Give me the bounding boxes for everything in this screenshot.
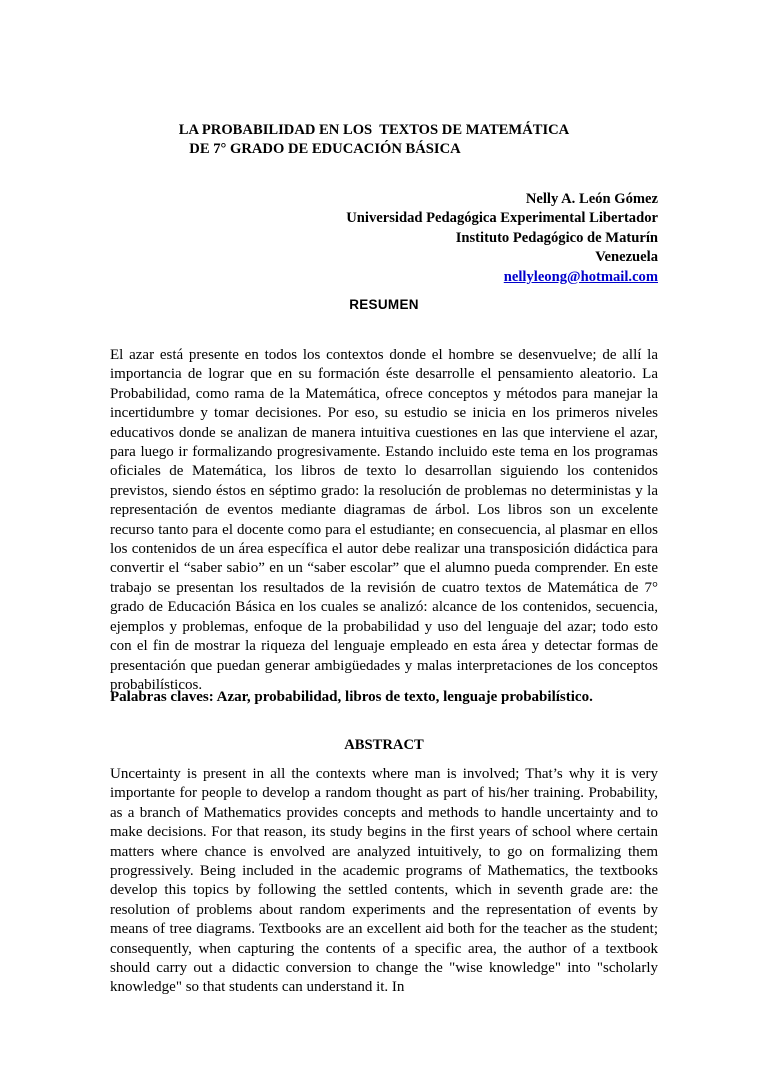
author-name: Nelly A. León Gómez bbox=[525, 191, 658, 207]
title-line-2: DE 7° GRADO DE EDUCACIÓN BÁSICA bbox=[189, 141, 461, 157]
paper-title bbox=[110, 121, 658, 159]
resumen-body: El azar está presente en todos los contextos donde el hombre se desenvuelve; de allí la importancia de lograr que en su formación éste desarrolle el pensamiento aleatorio. La Probabilidad, como rama de la Matemática, ofrece conceptos y métodos para manejar la incertidumbre y tomar decisiones. Por eso, su estudio se inicia en los primeros niveles educativos donde se analizan de manera intuitiva cuestiones en las que interviene el azar, para luego ir formalizando progresivamente. Estando incluido este tema en los programas oficiales de Matemática, los libros de texto lo desarrollan siguiendo los contenidos previstos, siendo éstos en séptimo grado: la resolución de problemas no deterministas y la representación de eventos mediante diagramas de árbol. Los libros son un excelente recurso tanto para el docente como para el estudiante; en consecuencia, al plasmar en ellos los contenidos de un área específica el autor debe realizar una transposición didáctica para convertir el “saber sabio” en un “saber escolar” que el alumno pueda comprender. En este trabajo se presentan los resultados de la revisión de cuatro textos de Matemática de 7° grado de Educación Básica en los cuales se analizó: alcance de los contenidos, secuencia, ejemplos y problemas, enfoque de la probabilidad y uso del lenguaje del azar; todo esto con el fin de mostrar la riqueza del lenguaje empleado en esta área y detectar formas de presentación que puedan generar ambigüedades y malas interpretaciones de los conceptos probabilísticos. bbox=[110, 347, 658, 693]
resumen-heading: RESUMEN bbox=[349, 297, 419, 312]
title-line-1: LA PROBABILIDAD EN LOS TEXTOS DE MATEMÁTICA bbox=[178, 122, 570, 138]
author-email-link[interactable]: nellyleong@hotmail.com bbox=[503, 268, 658, 285]
abstract-heading: ABSTRACT bbox=[344, 737, 424, 753]
author-university: Universidad Pedagógica Experimental Libertador bbox=[346, 210, 658, 227]
keywords: Palabras claves: Azar, probabilidad, libros de texto, lenguaje probabilístico. bbox=[110, 689, 593, 705]
author-country: Venezuela bbox=[595, 249, 658, 266]
abstract-body: Uncertainty is present in all the contexts where man is involved; That’s why it is very importante for people to develop a random thought as part of his/her training. Probability, as a branch of Mathematics provides concepts and methods to handle uncertainty and to make decisions. For that reason, its study begins in the first years of school where certain matters where chance is envolved are analyzed intuitively, to go on formalizing them progressively. Being included in the academic programs of Mathematics, the textbooks develop this topics by following the settled contents, which in seventh grade are: the resolution of problems about random experiments and the representation of events by means of tree diagrams. Textbooks are an excellent aid both for the teacher as the student; consequently, when capturing the contents of a specific area, the author of a textbook should carry out a didactic conversion to change the "wise knowledge" into "scholarly knowledge" so that students can understand it. In bbox=[110, 766, 658, 996]
author-affiliation bbox=[346, 190, 658, 287]
author-institute: Instituto Pedagógico de Maturín bbox=[455, 229, 658, 246]
